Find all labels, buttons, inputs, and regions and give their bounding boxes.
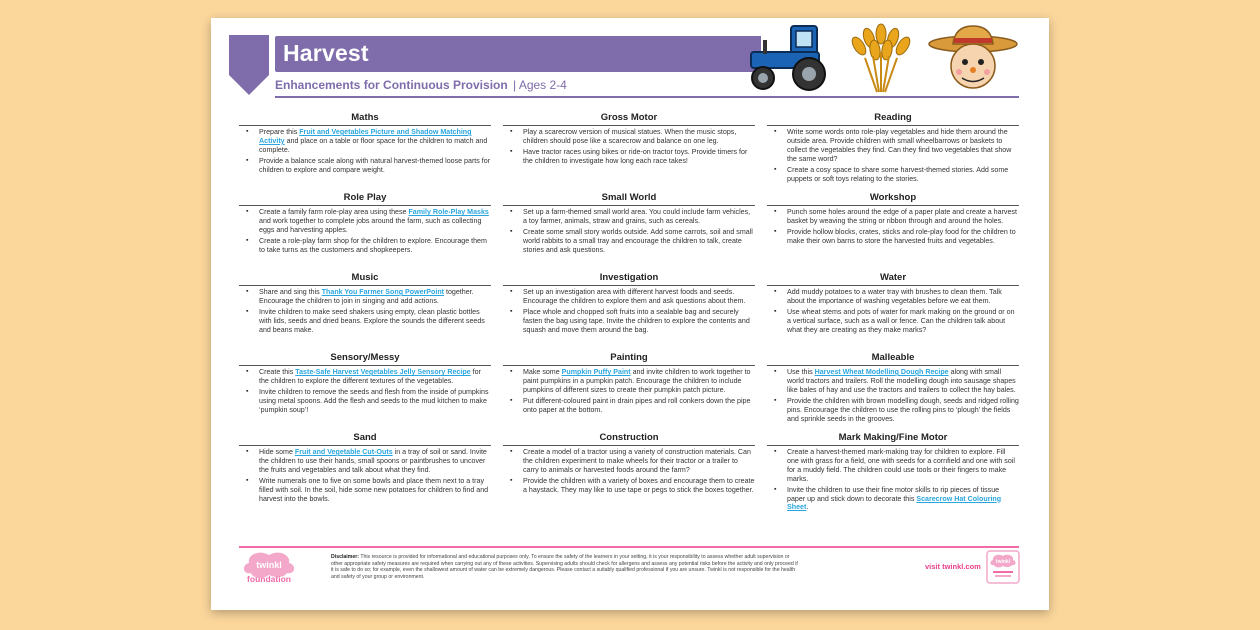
section-title: Painting bbox=[610, 352, 648, 363]
activity-text: Create this bbox=[259, 368, 296, 376]
section-title: Sand bbox=[353, 432, 377, 443]
activity-text: Set up a farm-themed small world area. You could include farm vehicles, a toy farmer, animals, straw and grains, such as cereals. bbox=[523, 208, 751, 225]
section-rule bbox=[767, 285, 1019, 286]
activity-item bbox=[523, 208, 755, 226]
activity-text: Provide a balance scale along with natural harvest-themed loose parts for children to explore and compare weight. bbox=[259, 156, 491, 174]
wheat-icon bbox=[845, 22, 917, 94]
activity-list bbox=[503, 208, 755, 255]
section-title: Gross Motor bbox=[600, 112, 658, 123]
resource-link[interactable]: Taste-Safe Harvest Vegetables Jelly Sensory Recipe bbox=[295, 368, 471, 376]
disclaimer bbox=[331, 554, 801, 580]
section-title: Malleable bbox=[871, 352, 915, 363]
section-rule bbox=[239, 205, 491, 206]
section-rule bbox=[767, 125, 1019, 126]
section-rule bbox=[503, 205, 755, 206]
resource-link[interactable]: Fruit and Vegetables Picture and Shadow Matching Activity bbox=[259, 128, 472, 145]
activity-item bbox=[787, 288, 1019, 306]
section-rule bbox=[239, 285, 491, 286]
activity-item bbox=[523, 368, 755, 395]
section-title: Construction bbox=[599, 432, 659, 443]
activity-text: along with small world tractors and trailers. Roll the modelling dough into sausage shapes like bales of hay and use the tractors and trailers to collect the hay bales. bbox=[787, 368, 1016, 394]
activity-item bbox=[259, 388, 491, 415]
section-rule bbox=[503, 445, 755, 446]
section-investigation bbox=[503, 272, 755, 352]
activity-list bbox=[767, 368, 1019, 423]
activity-item bbox=[259, 237, 491, 255]
header-rule bbox=[275, 96, 1019, 98]
activity-list bbox=[767, 288, 1019, 335]
column-3 bbox=[767, 112, 1019, 512]
section-rule bbox=[503, 365, 755, 366]
section-title: Workshop bbox=[869, 192, 917, 203]
activity-text: Invite the children to use their fine motor skills to rip pieces of tissue paper up and stick down to decorate this bbox=[787, 485, 1000, 503]
activity-text: and place on a table or floor space for the children to match and complete. bbox=[259, 136, 488, 154]
activity-item bbox=[787, 397, 1019, 424]
disclaimer-text: This resource is provided for informational and educational purposes only. To ensure the safety of the learners in your setting, it is your responsibility to assess whether adult supervision or other appropriate safety measures are required when carrying out any of these activities. Supervising adults should check for allergens and assess any potential risks before the activity and only proceed if it is safe to do so; for example, even the shallowest amount of water can be extremely dangerous. Please contact a suitably qualified professional if you are unsure. Twinkl is not responsible for the health and safety of your group or environment. bbox=[331, 554, 798, 580]
activity-text: Invite children to make seed shakers using empty, clean plastic bottles with lids, seeds and dried beans. Explore the sounds the different seeds and beans make. bbox=[259, 307, 485, 334]
age-range: | Ages 2-4 bbox=[513, 78, 567, 92]
resource-link[interactable]: Scarecrow Hat Colouring Sheet bbox=[787, 494, 1002, 512]
section-rule bbox=[503, 285, 755, 286]
activity-item bbox=[787, 308, 1019, 335]
subtitle-text: Enhancements for Continuous Provision bbox=[275, 78, 508, 92]
activity-item bbox=[523, 477, 755, 495]
activity-text: Punch some holes around the edge of a paper plate and create a harvest basket by weaving the string or ribbon through and around the holes. bbox=[787, 208, 1017, 225]
twinkl-foundation-logo bbox=[239, 551, 299, 585]
activity-text: Create a family farm role-play area using these bbox=[259, 208, 409, 216]
activity-text: . bbox=[806, 503, 809, 512]
section-rule bbox=[767, 365, 1019, 366]
section-maths bbox=[239, 112, 491, 192]
visit-link[interactable]: visit twinkl.com bbox=[925, 562, 981, 571]
activity-text: and work together to complete jobs around the farm, such as collecting eggs and harvesting apples. bbox=[259, 216, 482, 234]
activity-item bbox=[787, 448, 1019, 484]
page-subtitle bbox=[275, 78, 567, 92]
activity-text: Invite children to remove the seeds and flesh from the inside of pumpkins using metal spoons. Add the flesh and seeds to the mud kitchen to make ‘pumpkin soup’! bbox=[259, 387, 489, 414]
activity-text: Create a role-play farm shop for the children to explore. Encourage them to take turns as the customers and shopkeepers. bbox=[259, 236, 487, 254]
section-title: Maths bbox=[351, 112, 379, 123]
activity-text: Make some bbox=[523, 368, 562, 376]
activity-text: Set up an investigation area with different harvest foods and seeds. Encourage the children to explore them and ask questions about them. bbox=[523, 288, 746, 305]
activity-item bbox=[523, 148, 755, 166]
activity-list bbox=[767, 448, 1019, 512]
resource-link[interactable]: Thank You Farmer Song PowerPoint bbox=[321, 288, 445, 296]
activity-item bbox=[787, 208, 1019, 226]
activity-text: Use this bbox=[787, 368, 815, 376]
activity-item bbox=[259, 208, 491, 235]
activity-text: Create a cosy space to share some harvest-themed stories. Add some puppets or soft toys relating to the stories. bbox=[787, 165, 1009, 183]
activity-text: Prepare this bbox=[259, 128, 300, 136]
section-title: Role Play bbox=[343, 192, 387, 203]
resource-link[interactable]: Family Role-Play Masks bbox=[408, 208, 489, 216]
activity-item bbox=[523, 228, 755, 255]
activity-text: Create some small story worlds outside. Add some carrots, soil and small world rabbits to a small tray and encourage the children to talk, create stories and ask questions. bbox=[523, 227, 753, 254]
activity-item bbox=[523, 448, 755, 475]
activity-list bbox=[503, 448, 755, 495]
badge-text: twinkl bbox=[995, 559, 1011, 565]
activity-list bbox=[767, 208, 1019, 246]
activity-text: Provide the children with brown modelling dough, seeds and ridged rolling pins. Encourage the children to use the rolling pins to ‘plough’ the fields and sprinkle seeds in the grooves. bbox=[787, 396, 1019, 423]
section-sand bbox=[239, 432, 491, 512]
activity-item bbox=[259, 157, 491, 175]
section-gross-motor bbox=[503, 112, 755, 192]
section-role-play bbox=[239, 192, 491, 272]
activity-list bbox=[239, 128, 491, 175]
activity-text: Provide the children with a variety of boxes and encourage them to create a haystack. They may like to use tape or pegs to stick the boxes together. bbox=[523, 476, 755, 494]
section-small-world bbox=[503, 192, 755, 272]
activity-item bbox=[787, 368, 1019, 395]
section-rule bbox=[239, 125, 491, 126]
section-title: Sensory/Messy bbox=[330, 352, 400, 363]
activity-item bbox=[523, 397, 755, 415]
section-title: Mark Making/Fine Motor bbox=[838, 432, 948, 443]
resource-link[interactable]: Pumpkin Puffy Paint bbox=[561, 368, 631, 376]
section-painting bbox=[503, 352, 755, 432]
activity-text: Write numerals one to five on some bowls and place them next to a tray filled with soil. In the soil, hide some new potatoes for children to find and harvest into the bowls. bbox=[259, 476, 489, 503]
activity-text: Play a scarecrow version of musical statues. When the music stops, children should pose like a scarecrow and balance on one leg. bbox=[523, 128, 737, 145]
section-music bbox=[239, 272, 491, 352]
activity-text: together. Encourage the children to join in singing and add actions. bbox=[259, 288, 474, 305]
resource-link[interactable]: Harvest Wheat Modelling Dough Recipe bbox=[814, 368, 949, 376]
scarecrow-icon bbox=[927, 22, 1019, 94]
activity-item bbox=[259, 448, 491, 475]
section-title: Reading bbox=[874, 112, 912, 123]
activity-item bbox=[259, 308, 491, 335]
section-rule bbox=[239, 365, 491, 366]
activity-list bbox=[239, 368, 491, 415]
activity-text: for the children to explore the different textures of the vegetables. bbox=[259, 368, 481, 385]
section-water bbox=[767, 272, 1019, 352]
activity-item bbox=[523, 308, 755, 335]
activity-item bbox=[259, 368, 491, 386]
activity-sheet bbox=[211, 18, 1049, 610]
activity-item bbox=[787, 486, 1019, 512]
disclaimer-label: Disclaimer: bbox=[331, 554, 359, 560]
bookmark-ribbon-icon bbox=[229, 35, 269, 95]
activity-list bbox=[503, 288, 755, 335]
activity-text: Have tractor races using bikes or ride-on tractor toys. Provide timers for the children to investigate how long each race takes! bbox=[523, 147, 748, 165]
activity-text: Provide hollow blocks, crates, sticks and role-play food for the children to make their own barns to store the harvested fruits and vegetables. bbox=[787, 227, 1016, 245]
activity-list bbox=[239, 448, 491, 503]
logo-text-line1: twinkl bbox=[256, 560, 282, 570]
activity-text: Put different-coloured paint in drain pipes and roll conkers down the pipe onto paper at the bottom. bbox=[523, 396, 751, 414]
activity-list bbox=[239, 288, 491, 335]
activity-list bbox=[767, 128, 1019, 183]
section-reading bbox=[767, 112, 1019, 192]
activity-text: Use wheat stems and pots of water for mark making on the ground or on a vertical surface, such as a wall or fence. Can the children talk about what they are creating as they make marks? bbox=[787, 307, 1015, 334]
section-title: Small World bbox=[601, 192, 657, 203]
activity-text: Share and sing this bbox=[259, 288, 322, 296]
footer-rule bbox=[239, 546, 1019, 548]
section-workshop bbox=[767, 192, 1019, 272]
activity-text: Create a model of a tractor using a variety of construction materials. Can the children experiment to make wheels for their tractor or a trailer to carry to animals or harvested foods around the farm? bbox=[523, 448, 751, 474]
activity-item bbox=[787, 128, 1019, 164]
activity-list bbox=[239, 208, 491, 255]
section-malleable bbox=[767, 352, 1019, 432]
section-title: Water bbox=[879, 272, 907, 283]
activity-item bbox=[259, 288, 491, 306]
section-rule bbox=[767, 205, 1019, 206]
section-mark-making-fine-motor bbox=[767, 432, 1019, 512]
column-2 bbox=[503, 112, 755, 512]
section-title: Music bbox=[351, 272, 379, 283]
activity-text: Create a harvest-themed mark-making tray for children to explore. Fill one with grass for a field, one with seeds for a cornfield and one with soil for a muddy field. The children could use tools or their fingers to make marks. bbox=[787, 448, 1015, 483]
section-rule bbox=[767, 445, 1019, 446]
activity-item bbox=[259, 477, 491, 504]
activity-item bbox=[787, 166, 1019, 184]
activity-text: Add muddy potatoes to a water tray with brushes to clean them. Talk about the importance of washing vegetables before we eat them. bbox=[787, 288, 1002, 305]
section-title: Investigation bbox=[599, 272, 659, 283]
activity-list bbox=[503, 128, 755, 166]
activity-item bbox=[523, 128, 755, 146]
logo-text-line2: foundation bbox=[247, 574, 291, 584]
activity-item bbox=[259, 128, 491, 155]
section-sensory-messy bbox=[239, 352, 491, 432]
section-rule bbox=[239, 445, 491, 446]
activity-text: Place whole and chopped soft fruits into a sealable bag and securely fasten the bag using tape. Invite the children to explore the contents and squash and move them around the bag. bbox=[523, 307, 750, 334]
activity-text: in a tray of soil or sand. Invite the children to use their hands, small spoons or paintbrushes to uncover the fruits and vegetables and talk about what they find. bbox=[259, 448, 487, 474]
activity-text: Hide some bbox=[259, 448, 295, 456]
tractor-icon bbox=[739, 22, 835, 94]
page-title: Harvest bbox=[283, 40, 369, 66]
section-rule bbox=[503, 125, 755, 126]
activity-text: and invite children to work together to paint pumpkins in a pumpkin patch. Encourage the children to include pumpkins of different sizes to create their pumpkin patch picture. bbox=[523, 368, 751, 394]
activity-item bbox=[523, 288, 755, 306]
activity-text: Write some words onto role-play vegetables and hide them around the outside area. Provide children with small wheelbarrows or baskets to collect the vegetables they find. Can they find two vegetables that show the same word? bbox=[787, 128, 1012, 163]
twinkl-badge-icon bbox=[986, 550, 1020, 584]
column-1 bbox=[239, 112, 491, 512]
activity-item bbox=[787, 228, 1019, 246]
activity-list bbox=[503, 368, 755, 415]
section-construction bbox=[503, 432, 755, 512]
resource-link[interactable]: Fruit and Vegetable Cut-Outs bbox=[294, 448, 393, 456]
